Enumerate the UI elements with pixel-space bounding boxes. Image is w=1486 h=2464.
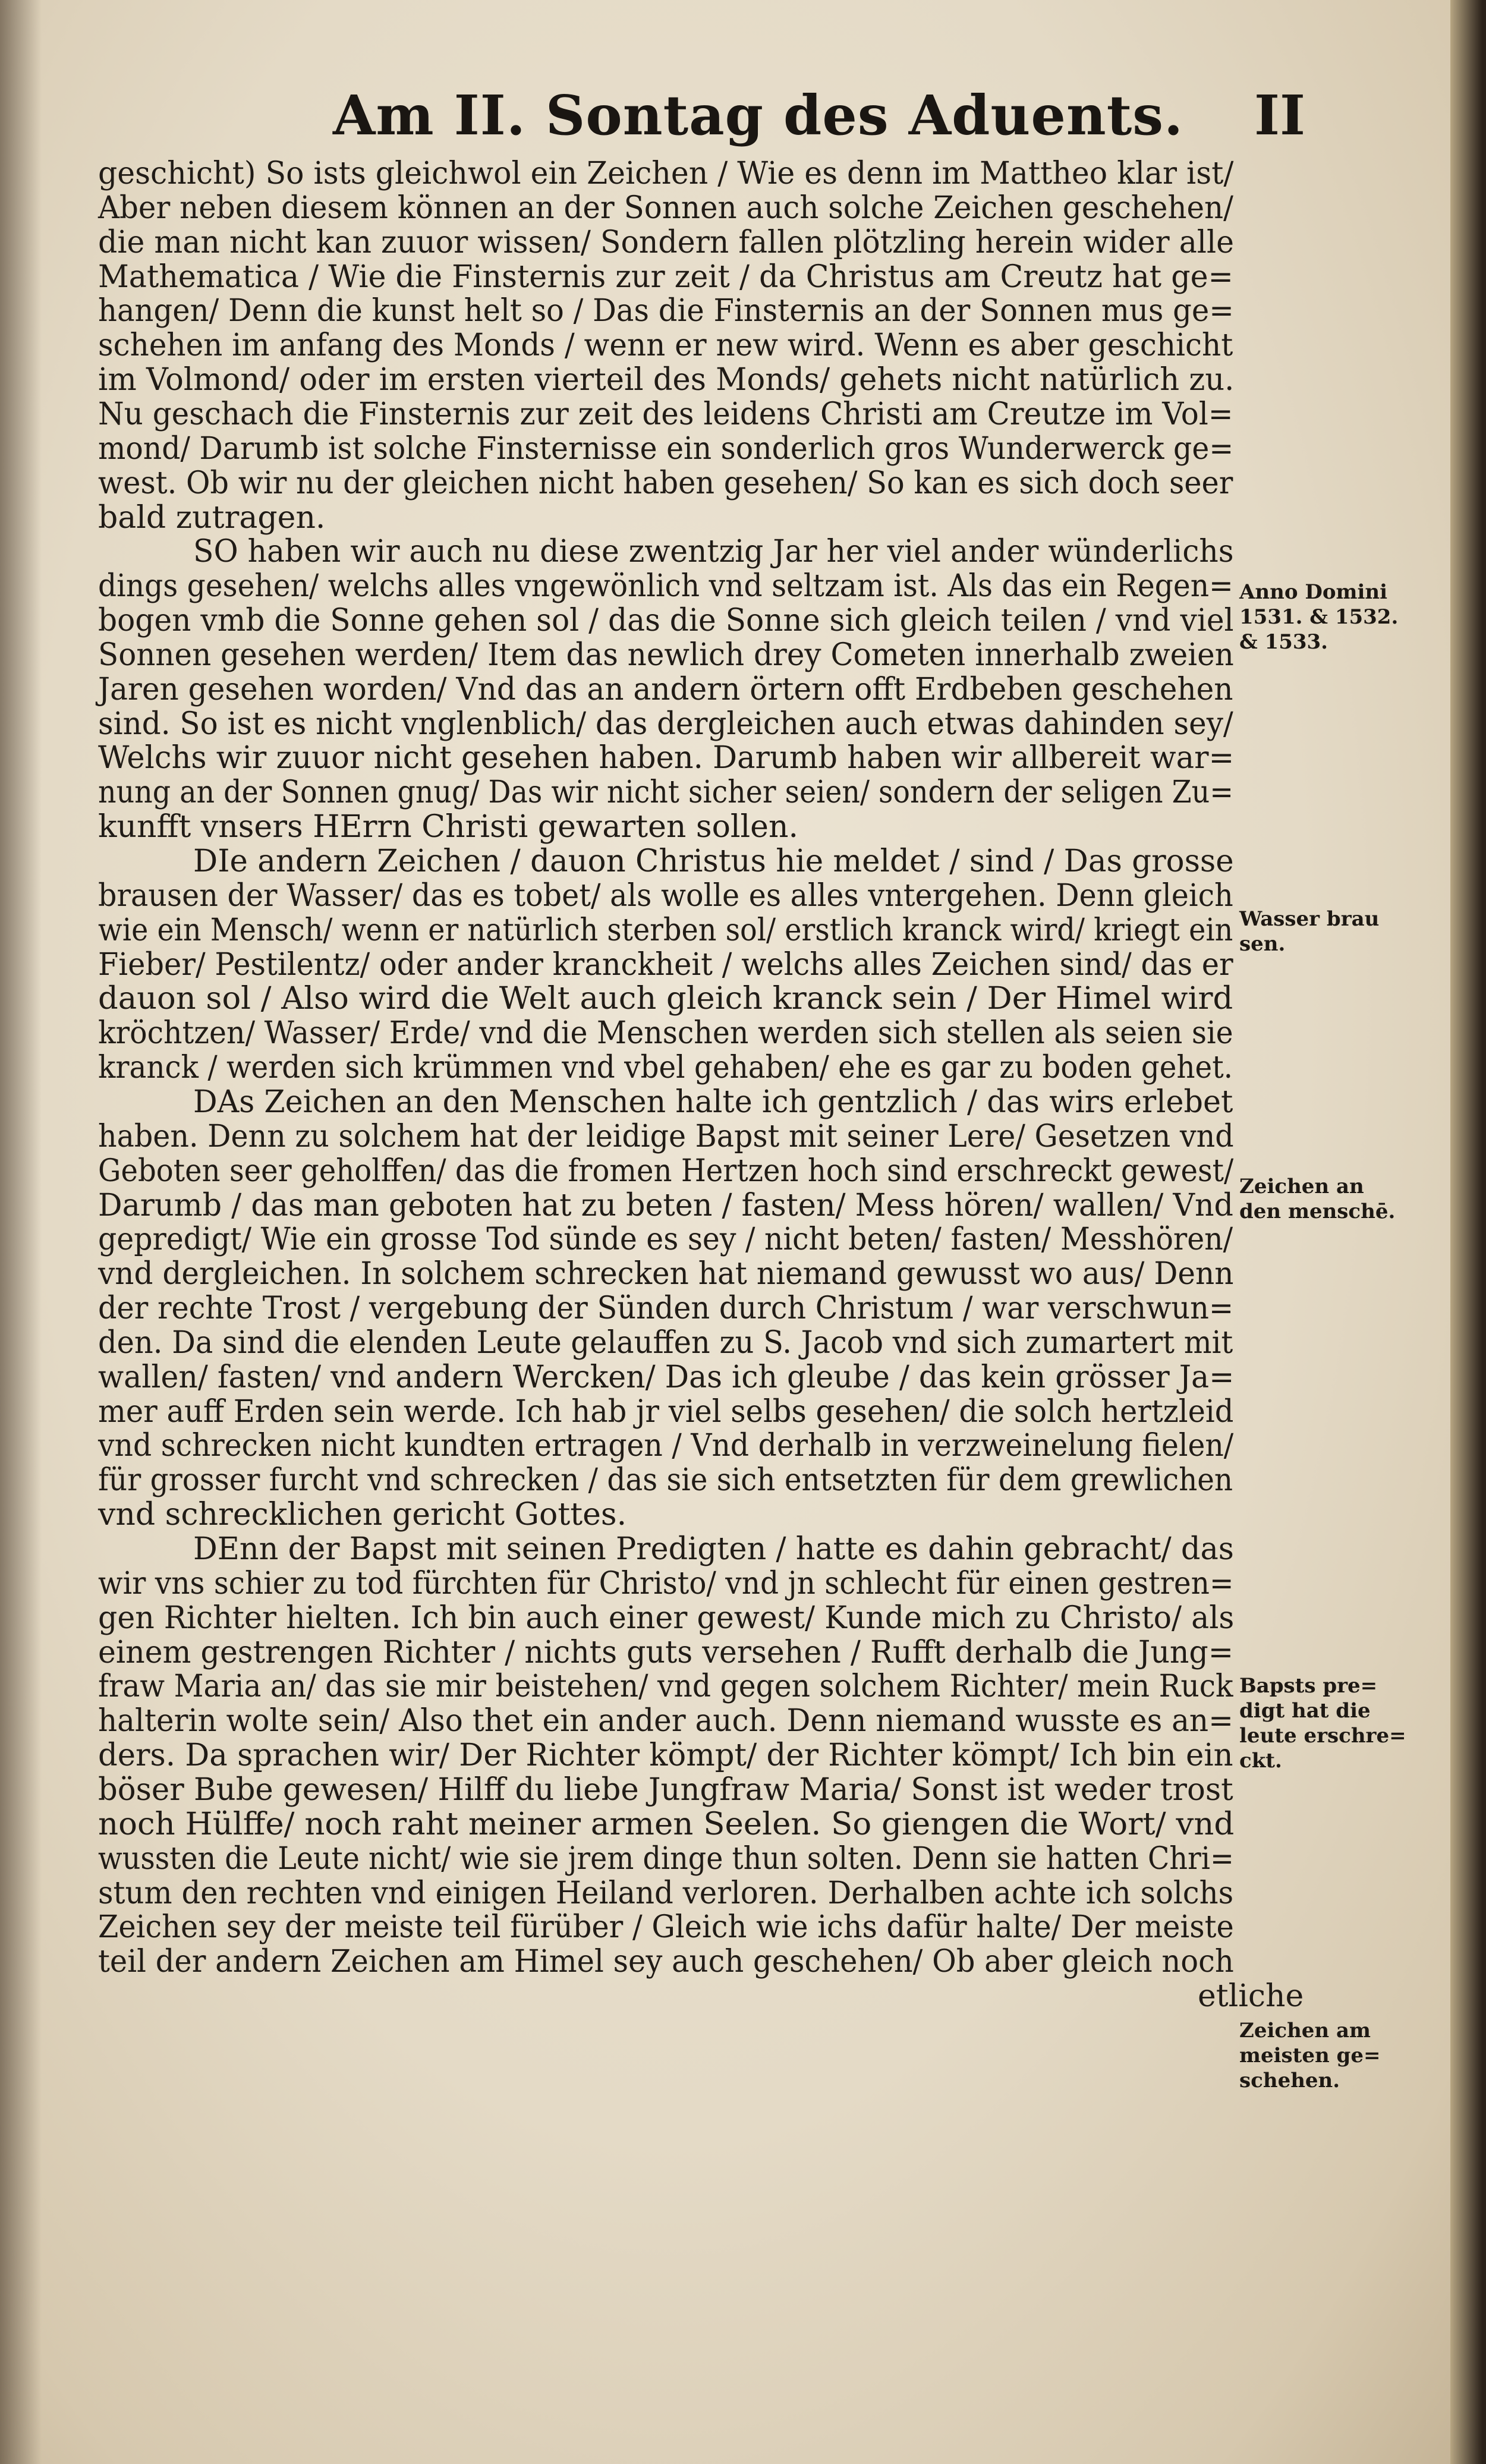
margin-note-line: & 1533. [1239,630,1328,654]
body-line: Welchs wir zuuor nicht gesehen haben. Darumb haben wir allbereit war= [98,740,1235,776]
body-line: Jaren gesehen worden/ Vnd das an andern örtern offt Erdbeben geschehen [98,671,1233,707]
margin-note-line: den menschē. [1239,1200,1396,1223]
body-line: geschicht) So ists gleichwol ein Zeichen / Wie es denn im Mattheo klar ist/ [98,156,1234,191]
body-line: noch Hülffe/ noch raht meiner armen Seelen. So giengen die Wort/ vnd [98,1806,1235,1842]
margin-note-line: Zeichen an [1239,1175,1364,1198]
body-line: haben. Denn zu solchem hat der leidige Bapst mit seiner Lere/ Gesetzen vnd [98,1118,1234,1154]
body-line: fraw Maria an/ das sie mir beistehen/ vnd gegen solchem Richter/ mein Ruck [98,1669,1233,1705]
body-line: gen Richter hielten. Ich bin auch einer gewest/ Kunde mich zu Christo/ als [98,1600,1235,1636]
body-line: Sonnen gesehen werden/ Item das newlich drey Cometen innerhalb zweien [98,637,1234,673]
body-line: SO haben wir auch nu diese zwentzig Jar her viel ander wünderlichs [193,534,1234,570]
body-line: kröchtzen/ Wasser/ Erde/ vnd die Menschen werden sich stellen als seien sie [98,1015,1233,1052]
body-line: brausen der Wasser/ das es tobet/ als wolle es alles vntergehen. Denn gleich [98,877,1233,914]
body-line: mer auff Erden sein werde. Ich hab jr viel selbs gesehen/ die solch hertzleid [98,1393,1234,1430]
running-header-title: Am II. Sontag des Aduents. [333,83,1184,147]
margin-note-zeichen-geschehen [1239,2018,1418,2093]
body-line: im Volmond/ oder im ersten vierteil des Monds/ gehets nicht natürlich zu. [98,362,1235,398]
body-line: Fieber/ Pestilentz/ oder ander kranckheit / welchs alles Zeichen sind/ das er [98,946,1233,983]
margin-note-line: Wasser brau [1239,907,1380,931]
body-line: mond/ Darumb ist solche Finsternisse ein sonderlich gros Wunderwerck ge= [98,430,1234,467]
body-line: vnd dergleichen. In solchem schrecken hat niemand gewusst wo aus/ Denn [98,1256,1234,1292]
body-line: etliche [1198,1978,1304,2015]
body-line: bogen vmb die Sonne gehen sol / das die Sonne sich gleich teilen / vnd viel [98,603,1234,639]
body-line: bald zutragen. [98,499,326,536]
body-line: Mathematica / Wie die Finsternis zur zeit / da Christus am Creutz hat ge= [98,259,1233,295]
body-line: schehen im anfang des Monds / wenn er new wird. Wenn es aber geschicht [98,328,1233,364]
body-line: nung an der Sonnen gnug/ Das wir nicht sicher seien/ sondern der seligen Zu= [98,775,1234,811]
margin-note-line: meisten ge= [1239,2044,1381,2068]
body-line: hangen/ Denn die kunst helt so / Das die Finsternis an der Sonnen mus ge= [98,293,1234,329]
margin-note-zeichen-menschen [1239,1174,1418,1224]
body-line: kranck / werden sich krümmen vnd vbel gehaben/ ehe es gar zu boden gehet. [98,1050,1233,1086]
body-line: DIe andern Zeichen / dauon Christus hie meldet / sind / Das grosse [193,844,1234,879]
body-line: wir vns schier zu tod fürchten für Christo/ vnd jn schlecht für einen gestren= [98,1565,1234,1601]
body-line: teil der andern Zeichen am Himel sey auch geschehen/ Ob aber gleich noch [98,1944,1234,1980]
body-line: wie ein Mensch/ wenn er natürlich sterben sol/ erstlich kranck wird/ kriegt ein [98,912,1233,948]
body-line: ders. Da sprachen wir/ Der Richter kömpt/ der Richter kömpt/ Ich bin ein [98,1738,1233,1774]
page-number: II [1254,83,1306,147]
margin-note-bapsts-predigt [1239,1673,1418,1773]
body-line: stum den rechten vnd einigen Heiland verloren. Derhalben achte ich solchs [98,1875,1234,1911]
body-line: für grosser furcht vnd schrecken / das sie sich entsetzten für dem grewlichen [98,1462,1233,1499]
body-line: den. Da sind die elenden Leute gelauffen zu S. Jacob vnd sich zumartert mit [98,1324,1233,1361]
body-line: vnd schrecklichen gericht Gottes. [98,1497,627,1533]
body-line: wussten die Leute nicht/ wie sie jrem dinge thun solten. Denn sie hatten Chri= [98,1840,1234,1877]
margin-note-line: Zeichen am [1239,2019,1371,2043]
body-line: DAs Zeichen an den Menschen halte ich gentzlich / das wirs erlebet [193,1084,1233,1120]
body-line: kunfft vnsers HErrn Christi gewarten sollen. [98,809,798,845]
margin-note-line: digt hat die [1239,1699,1371,1723]
margin-note-wasser [1239,907,1418,956]
margin-note-anno-domini [1239,580,1418,654]
body-line: wallen/ fasten/ vnd andern Wercken/ Das ich gleube / das kein grösser Ja= [98,1359,1235,1395]
body-line: halterin wolte sein/ Also thet ein ander auch. Denn niemand wusste es an= [98,1703,1234,1739]
margin-note-line: leute erschre= [1239,1724,1406,1748]
body-line: Zeichen sey der meiste teil fürüber / Gleich wie ichs dafür halte/ Der meiste [98,1909,1234,1946]
body-line: dings gesehen/ welchs alles vngewönlich vnd seltzam ist. Als das ein Regen= [98,568,1233,605]
margin-note-line: schehen. [1239,2069,1340,2092]
body-line: Geboten seer geholffen/ das die fromen Hertzen hoch sind erschreckt gewest/ [98,1153,1234,1189]
body-line: die man nicht kan zuuor wissen/ Sondern fallen plötzling herein wider alle [98,224,1234,260]
body-line: west. Ob wir nu der gleichen nicht haben gesehen/ So kan es sich doch seer [98,465,1233,501]
body-line: sind. So ist es nicht vnglenblich/ das dergleichen auch etwas dahinden sey/ [98,706,1233,742]
margin-note-line: ckt. [1239,1749,1282,1773]
binding-shadow [0,0,42,2464]
body-line: Nu geschach die Finsternis zur zeit des leidens Christi am Creutze im Vol= [98,396,1233,432]
body-line: böser Bube gewesen/ Hilff du liebe Jungfraw Maria/ Sonst ist weder trost [98,1771,1233,1808]
body-line: einem gestrengen Richter / nichts guts versehen / Rufft derhalb die Jung= [98,1634,1234,1670]
body-line: vnd schrecken nicht kundten ertragen / Vnd derhalb in verzweinelung fielen/ [98,1428,1234,1464]
margin-note-line: Bapsts pre= [1239,1674,1378,1698]
body-line: Darumb / das man geboten hat zu beten / fasten/ Mess hören/ wallen/ Vnd [98,1187,1233,1223]
margin-note-line: Anno Domini [1239,580,1388,604]
body-line: Aber neben diesem können an der Sonnen auch solche Zeichen geschehen/ [98,190,1233,226]
margin-note-line: 1531. & 1532. [1239,605,1399,629]
body-line: DEnn der Bapst mit seinen Predigten / hatte es dahin gebracht/ das [193,1531,1234,1567]
body-line: der rechte Trost / vergebung der Sünden durch Christum / war verschwun= [98,1291,1234,1327]
body-line: dauon sol / Also wird die Welt auch gleich kranck sein / Der Himel wird [98,981,1233,1017]
page-edge [1450,0,1486,2464]
margin-note-line: sen. [1239,932,1286,956]
body-line: gepredigt/ Wie ein grosse Tod sünde es sey / nicht beten/ fasten/ Messhören/ [98,1222,1233,1258]
